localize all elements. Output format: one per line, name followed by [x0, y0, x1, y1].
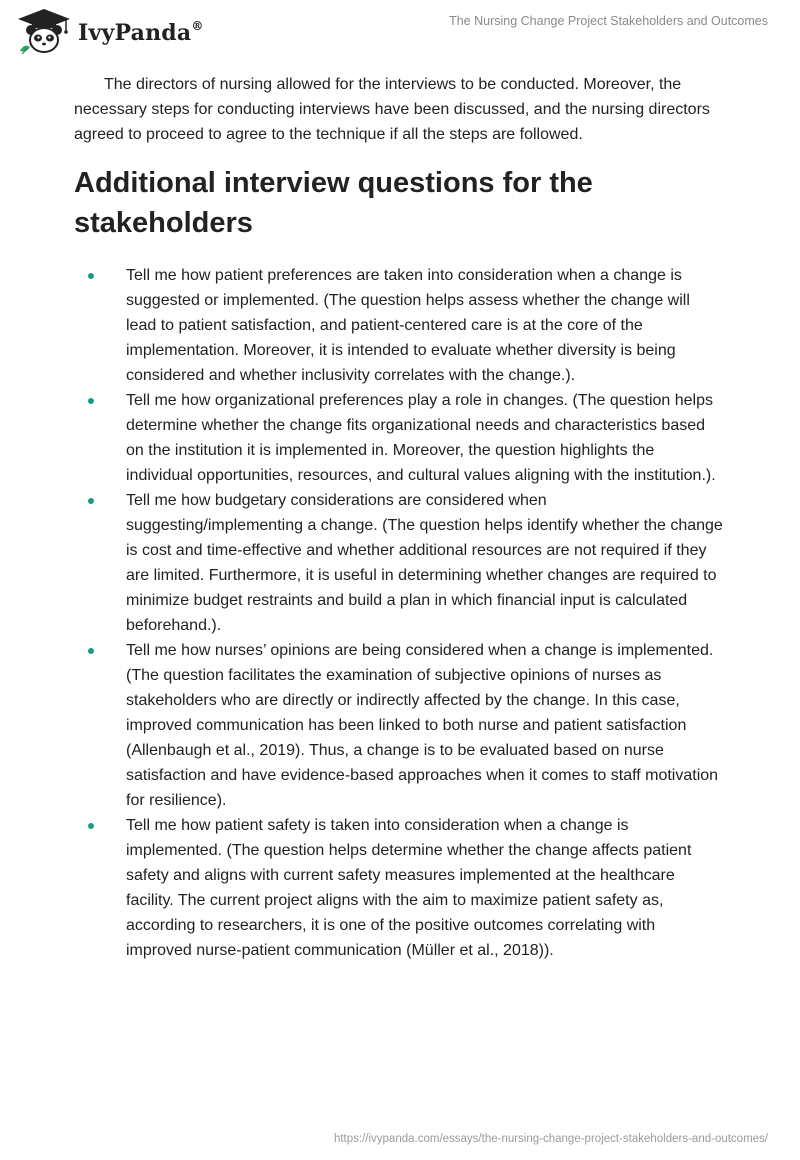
question-text: Tell me how nurses’ opinions are being considered when a change is implemented. (The question facilitates the examination of subjective opinions of nurses as stakeholders who are directly or indirectly affected by the change. In this case, improved communication has been linked to both nurse and patient satisfaction (Allenbaugh et al., 2019). Thus, a change is to be evaluated based on nurse satisfaction and have evidence-based approaches when it comes to staff motivation for resilience).: [126, 642, 719, 809]
source-url-link[interactable]: https://ivypanda.com/essays/the-nursing-change-project-stakeholders-and-outcomes/: [333, 1133, 768, 1145]
list-item: [74, 263, 724, 388]
bullet-icon: [88, 273, 94, 279]
list-item: [74, 813, 724, 963]
intro-paragraph: The directors of nursing allowed for the interviews to be conducted. Moreover, the necessary steps for conducting interviews have been discussed, and the nursing directors agreed to proceed to agree to the technique if all the steps are followed.: [74, 76, 710, 143]
list-item: [74, 638, 724, 813]
section-heading: Additional interview questions for the stakeholders: [74, 167, 593, 239]
list-item: [74, 488, 724, 638]
brand-name[interactable]: IvyPanda®: [78, 18, 204, 46]
list-item: [74, 388, 724, 488]
panda-graduate-logo-icon[interactable]: [14, 7, 74, 57]
bullet-icon: [88, 498, 94, 504]
bullet-icon: [88, 648, 94, 654]
question-text: Tell me how organizational preferences play a role in changes. (The question helps determine whether the change fits organizational needs and characteristics based on the institution it is implemented in. Moreover, the question highlights the individual opportunities, resources, and cultural values aligning with the institution.).: [126, 392, 716, 484]
bullet-icon: [88, 398, 94, 404]
question-list: [74, 263, 724, 963]
document-title: The Nursing Change Project Stakeholders and Outcomes: [449, 14, 768, 28]
question-text: Tell me how patient preferences are taken into consideration when a change is suggested or implemented. (The question helps assess whether the change will lead to patient satisfaction, and patient-centered care is at the core of the implementation. Moreover, it is intended to evaluate whether diversity is being considered and whether inclusivity correlates with the change.).: [126, 267, 690, 384]
bullet-icon: [88, 823, 94, 829]
page-header: [0, 0, 800, 70]
question-text: Tell me how patient safety is taken into consideration when a change is implemented. (The question helps determine whether the change affects patient safety and aligns with current safety measures implemented at the healthcare facility. The current project aligns with the aim to maximize patient safety as, according to researchers, it is one of the positive outcomes correlating with improved nurse-patient communication (Müller et al., 2018)).: [126, 817, 692, 959]
question-text: Tell me how budgetary considerations are considered when suggesting/implementing a change. (The question helps identify whether the change is cost and time-effective and whether additional resources are not required if they are limited. Furthermore, it is useful in determining whether changes are required to minimize budget restraints and build a plan in which financial input is calculated beforehand.).: [126, 492, 723, 634]
registered-mark: ®: [191, 18, 204, 33]
